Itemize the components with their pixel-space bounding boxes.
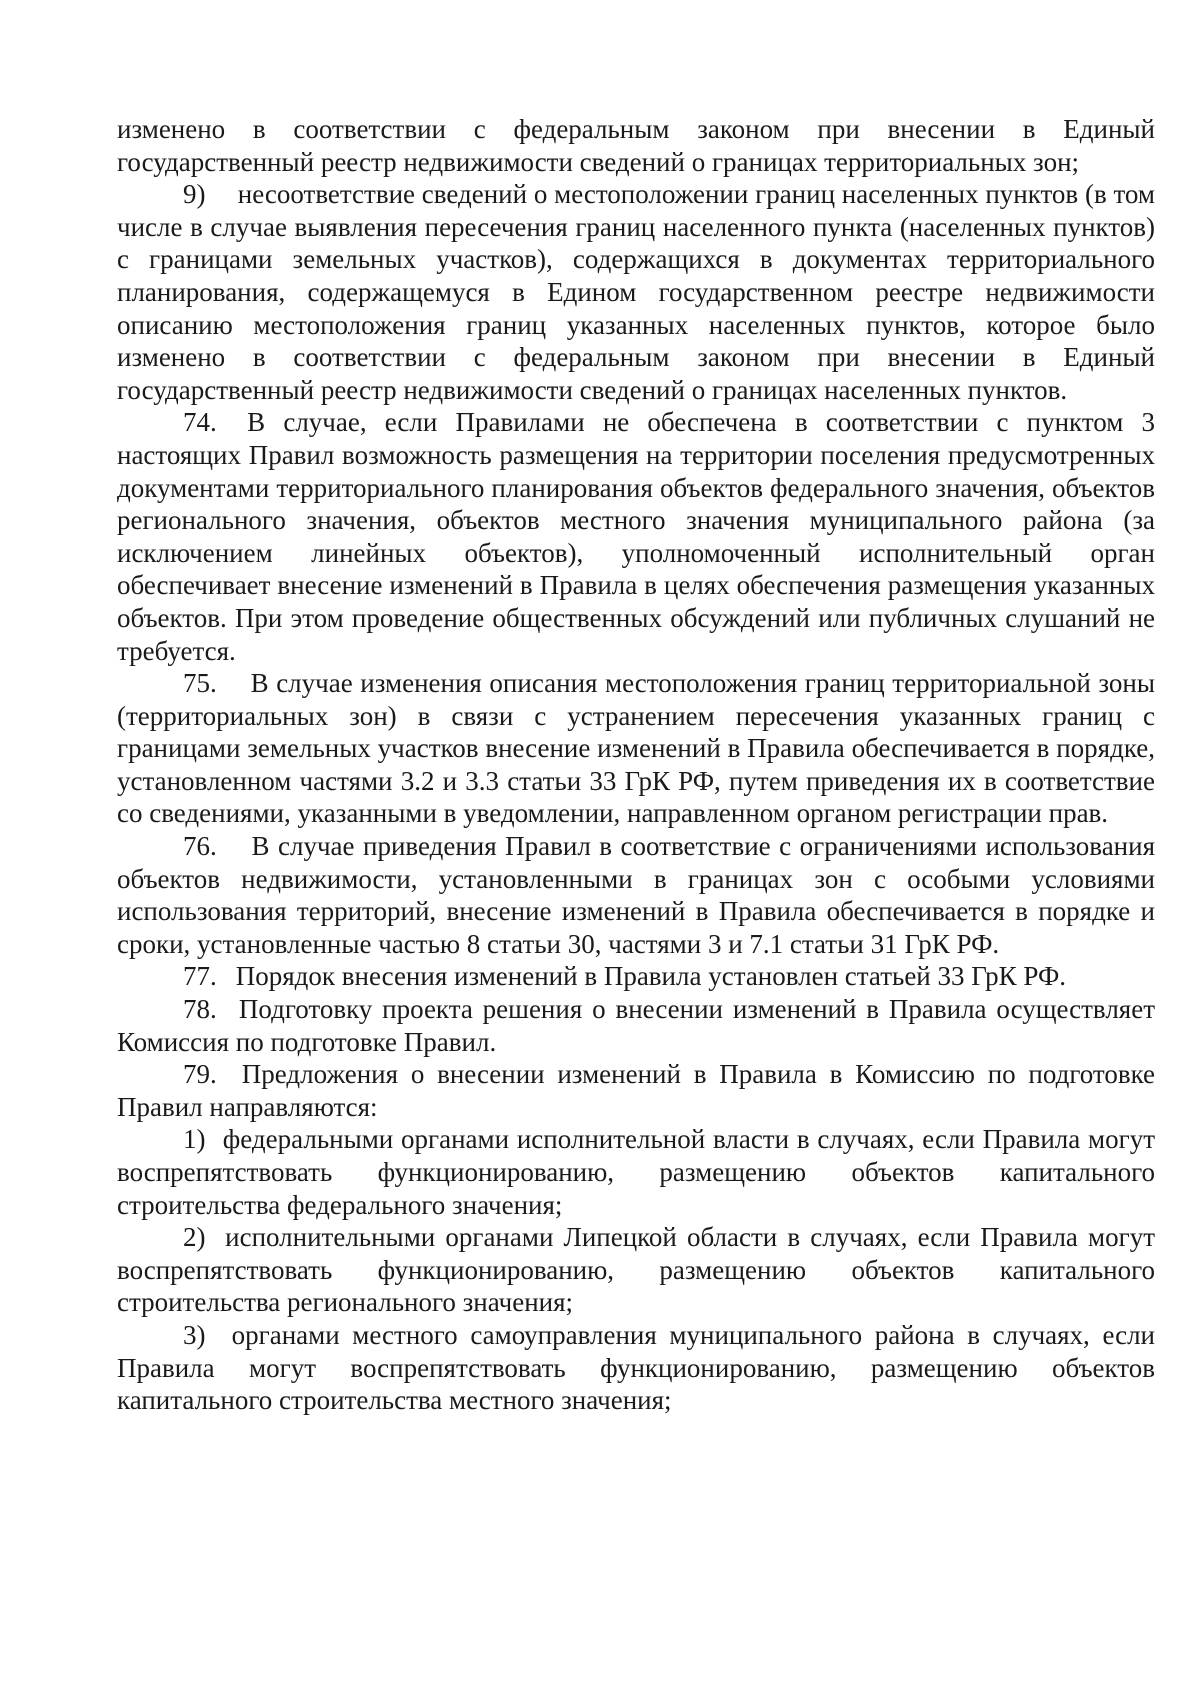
document-page: [117, 113, 1155, 1417]
paragraph-text: федеральными органами исполнительной власти в случаях, если Правила могут воспрепятствовать функционированию, размещению объектов капитального строительства федерального значения;: [117, 1124, 1155, 1220]
paragraph-text: изменено в соответствии с федеральным законом при внесении в Единый государственный реестр недвижимости сведений о границах территориальных зон;: [117, 114, 1155, 177]
item-number: 1): [183, 1124, 206, 1155]
paragraph-78: [117, 993, 1155, 1058]
list-item-79-3: [117, 1319, 1155, 1417]
item-number: 9): [183, 179, 206, 210]
item-number: 2): [183, 1222, 206, 1253]
item-number: 79.: [183, 1059, 217, 1090]
paragraph-79: [117, 1058, 1155, 1123]
item-number: 78.: [183, 994, 217, 1025]
list-item-9: [117, 178, 1155, 406]
list-item-79-2: [117, 1221, 1155, 1319]
list-item-79-1: [117, 1123, 1155, 1221]
paragraph-text: В случае, если Правилами не обеспечена в соответствии с пунктом 3 настоящих Правил возможность размещения на территории поселения предусмотренных документами территориального планирования объектов федерального значения, объектов регионального значения, объектов местного значения муниципального района (за исключением линейных объектов), уполномоченный исполнительный орган обеспечивает внесение изменений в Правила в целях обеспечения размещения указанных объектов. При этом проведение общественных обсуждений или публичных слушаний не требуется.: [117, 407, 1155, 666]
paragraph-77: [117, 960, 1155, 993]
paragraph-text: Подготовку проекта решения о внесении изменений в Правила осуществляет Комиссия по подготовке Правил.: [117, 994, 1156, 1057]
item-number: 74.: [183, 407, 217, 438]
item-number: 75.: [183, 668, 217, 699]
paragraph-text: Предложения о внесении изменений в Правила в Комиссию по подготовке Правил направляются:: [117, 1059, 1156, 1122]
item-number: 3): [183, 1319, 206, 1350]
item-number: 76.: [183, 831, 217, 862]
paragraph-text: исполнительными органами Липецкой области в случаях, если Правила могут воспрепятствовать функционированию, размещению объектов капитального строительства регионального значения;: [117, 1222, 1156, 1318]
item-number: 77.: [183, 961, 217, 992]
paragraph-text: несоответствие сведений о местоположении границ населенных пунктов (в том числе в случае выявления пересечения границ населенного пункта (населенных пунктов) с границами земельных участков), содержащихся в документах территориального планирования, содержащемуся в Едином государственном реестре недвижимости описанию местоположения границ указанных населенных пунктов, которое было изменено в соответствии с федеральным законом при внесении в Единый государственный реестр недвижимости сведений о границах населенных пунктов.: [117, 179, 1156, 405]
paragraph-75: [117, 667, 1155, 830]
paragraph-74: [117, 406, 1155, 667]
paragraph-76: [117, 830, 1155, 960]
paragraph-text: В случае изменения описания местоположения границ территориальной зоны (территориальных зон) в связи с устранением пересечения указанных границ с границами земельных участков внесение изменений в Правила обеспечивается в порядке, установленном частями 3.2 и 3.3 статьи 33 ГрК РФ, путем приведения их в соответствие со сведениями, указанными в уведомлении, направленном органом регистрации прав.: [117, 668, 1156, 829]
paragraph-text: органами местного самоуправления муниципального района в случаях, если Правила могут воспрепятствовать функционированию, размещению объектов капитального строительства местного значения;: [117, 1319, 1156, 1416]
paragraph-continuation: [117, 113, 1155, 178]
paragraph-text: Порядок внесения изменений в Правила установлен статьей 33 ГрК РФ.: [235, 961, 1067, 992]
paragraph-text: В случае приведения Правил в соответствие с ограничениями использования объектов недвижимости, установленными в границах зон с особыми условиями использования территорий, внесение изменений в Правила обеспечивается в порядке и сроки, установленные частью 8 статьи 30, частями 3 и 7.1 статьи 31 ГрК РФ.: [117, 831, 1155, 959]
